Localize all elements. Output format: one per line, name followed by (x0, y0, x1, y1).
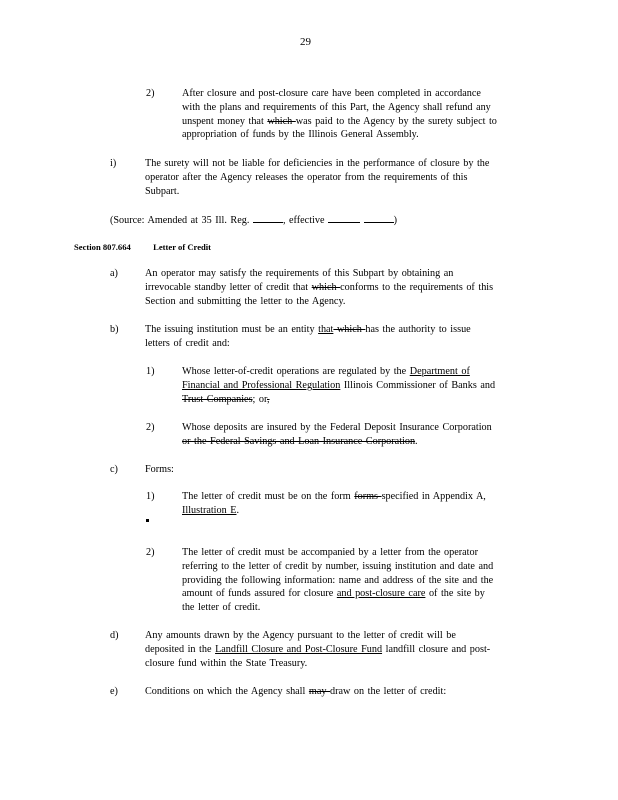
deleted-text: which (333, 324, 366, 335)
deleted-text: forms (354, 491, 382, 502)
text-line (182, 587, 534, 601)
text-line (145, 643, 539, 657)
item-label: d) (110, 630, 119, 641)
stray-mark (146, 519, 149, 522)
inserted-text: Landfill Closure and Post-Closure Fund (215, 643, 383, 655)
paragraph-b (145, 323, 515, 351)
text-run: The letter of credit must be on the form (182, 491, 355, 502)
text-line: with the plans and requirements of this Part, the Agency shall refund any (182, 101, 491, 113)
inserted-text: Department of (409, 366, 470, 377)
paragraph-surety (145, 157, 533, 198)
blank-line (253, 212, 283, 223)
item-label: c) (110, 464, 118, 475)
deleted-text: which (311, 281, 341, 293)
deleted-text: , (267, 393, 270, 405)
text-line (145, 281, 537, 295)
text-run: , effective (282, 215, 329, 226)
text-line: Whose deposits are insured by the Federal Deposit Insurance Corporation (182, 422, 492, 433)
text-line (145, 323, 515, 337)
text-line: The letter of credit must be accompanied by a letter from the operator (182, 547, 478, 558)
text-run: Illinois Commissioner of Banks and (340, 379, 496, 391)
item-label: b) (110, 324, 119, 335)
paragraph-c2 (182, 546, 534, 615)
item-label: 1) (146, 366, 155, 377)
text-run: was paid to the Agency by the surety subject to (295, 115, 497, 127)
item-label: 2) (146, 547, 155, 558)
item-label: 1) (146, 491, 155, 502)
blank-line (364, 212, 394, 223)
text-line (182, 393, 536, 407)
text-run: conforms to the requirements of this (340, 281, 494, 293)
blank-line (328, 212, 360, 223)
text-line (182, 379, 536, 393)
text-run: . (236, 504, 240, 516)
text-line: letters of credit and: (145, 337, 230, 349)
text-run: ; or (252, 393, 267, 405)
text-line: The surety will not be liable for deficiencies in the performance of closure by the (145, 158, 490, 169)
text-run: amount of funds assured for closure (182, 588, 337, 600)
deleted-text: or the Federal Savings and Loan Insurance Corporation (182, 435, 416, 447)
item-label: a) (110, 268, 118, 279)
text-run: of the site by (425, 588, 485, 600)
text-line: Forms: (145, 464, 174, 475)
text-run: ) (393, 215, 397, 226)
text-line: operator after the Agency releases the operator from the requirements of this (145, 171, 468, 183)
text-line: Section and submitting the letter to the Agency. (145, 295, 346, 307)
inserted-text: and post-closure care (336, 588, 426, 600)
paragraph-b2 (182, 421, 532, 449)
paragraph-b1 (182, 365, 536, 406)
text-line (145, 685, 485, 699)
item-label: e) (110, 686, 118, 697)
text-line: An operator may satisfy the requirements of this Subpart by obtaining an (145, 268, 454, 279)
item-label: 2) (146, 88, 155, 99)
paragraph-d (145, 629, 539, 670)
item-label: 2) (146, 422, 155, 433)
text-run: draw on the letter of credit: (330, 686, 447, 697)
text-run: unspent money that (182, 115, 268, 127)
text-run: The issuing institution must be an entity (145, 324, 319, 335)
text-line: Any amounts drawn by the Agency pursuant to the letter of credit will be (145, 630, 456, 641)
text-run: Conditions on which the Agency shall (145, 686, 309, 697)
text-line: referring to the letter of credit by number, issuing institution and date and (182, 560, 494, 572)
text-line (182, 490, 522, 504)
inserted-text: Financial and Professional Regulation (182, 379, 341, 391)
text-run: landfill closure and post- (382, 643, 491, 655)
source-note (110, 212, 450, 228)
paragraph-e (145, 685, 485, 699)
page-number: 29 (300, 36, 311, 48)
text-line: closure fund within the State Treasury. (145, 657, 308, 669)
deleted-text: Trust Companies (182, 393, 253, 405)
text-line: appropriation of funds by the Illinois General Assembly. (182, 129, 419, 141)
text-line (182, 115, 532, 129)
text-line (182, 504, 522, 518)
text-line (182, 365, 536, 379)
paragraph-c (145, 463, 245, 477)
text-run: (Source: Amended at 35 Ill. Reg. (110, 215, 253, 226)
text-line: the letter of credit. (182, 602, 261, 614)
text-line: Subpart. (145, 185, 180, 197)
paragraph-a (145, 267, 537, 308)
inserted-text: Illustration E (182, 504, 237, 516)
text-line (110, 212, 450, 228)
text-run: Whose letter-of-credit operations are regulated by the (182, 366, 410, 377)
text-line (182, 435, 532, 449)
text-run: irrevocable standby letter of credit that (145, 281, 312, 293)
text-line: After closure and post-closure care have been completed in accordance (182, 88, 481, 99)
text-run: deposited in the (145, 643, 216, 655)
section-title: Letter of Credit (153, 242, 212, 252)
section-number: Section 807.664 (74, 242, 131, 252)
paragraph-c1 (182, 490, 522, 518)
item-label: i) (110, 158, 117, 169)
section-heading (74, 241, 211, 255)
text-run: . (415, 435, 418, 447)
deleted-text: may (308, 686, 330, 697)
text-run: specified in Appendix A, (381, 491, 486, 502)
deleted-text: which (267, 115, 296, 127)
paragraph-refund (182, 87, 532, 142)
text-line: providing the following information: name and address of the site and the (182, 574, 494, 586)
inserted-text: that (318, 324, 334, 335)
text-run: has the authority to issue (365, 324, 471, 335)
